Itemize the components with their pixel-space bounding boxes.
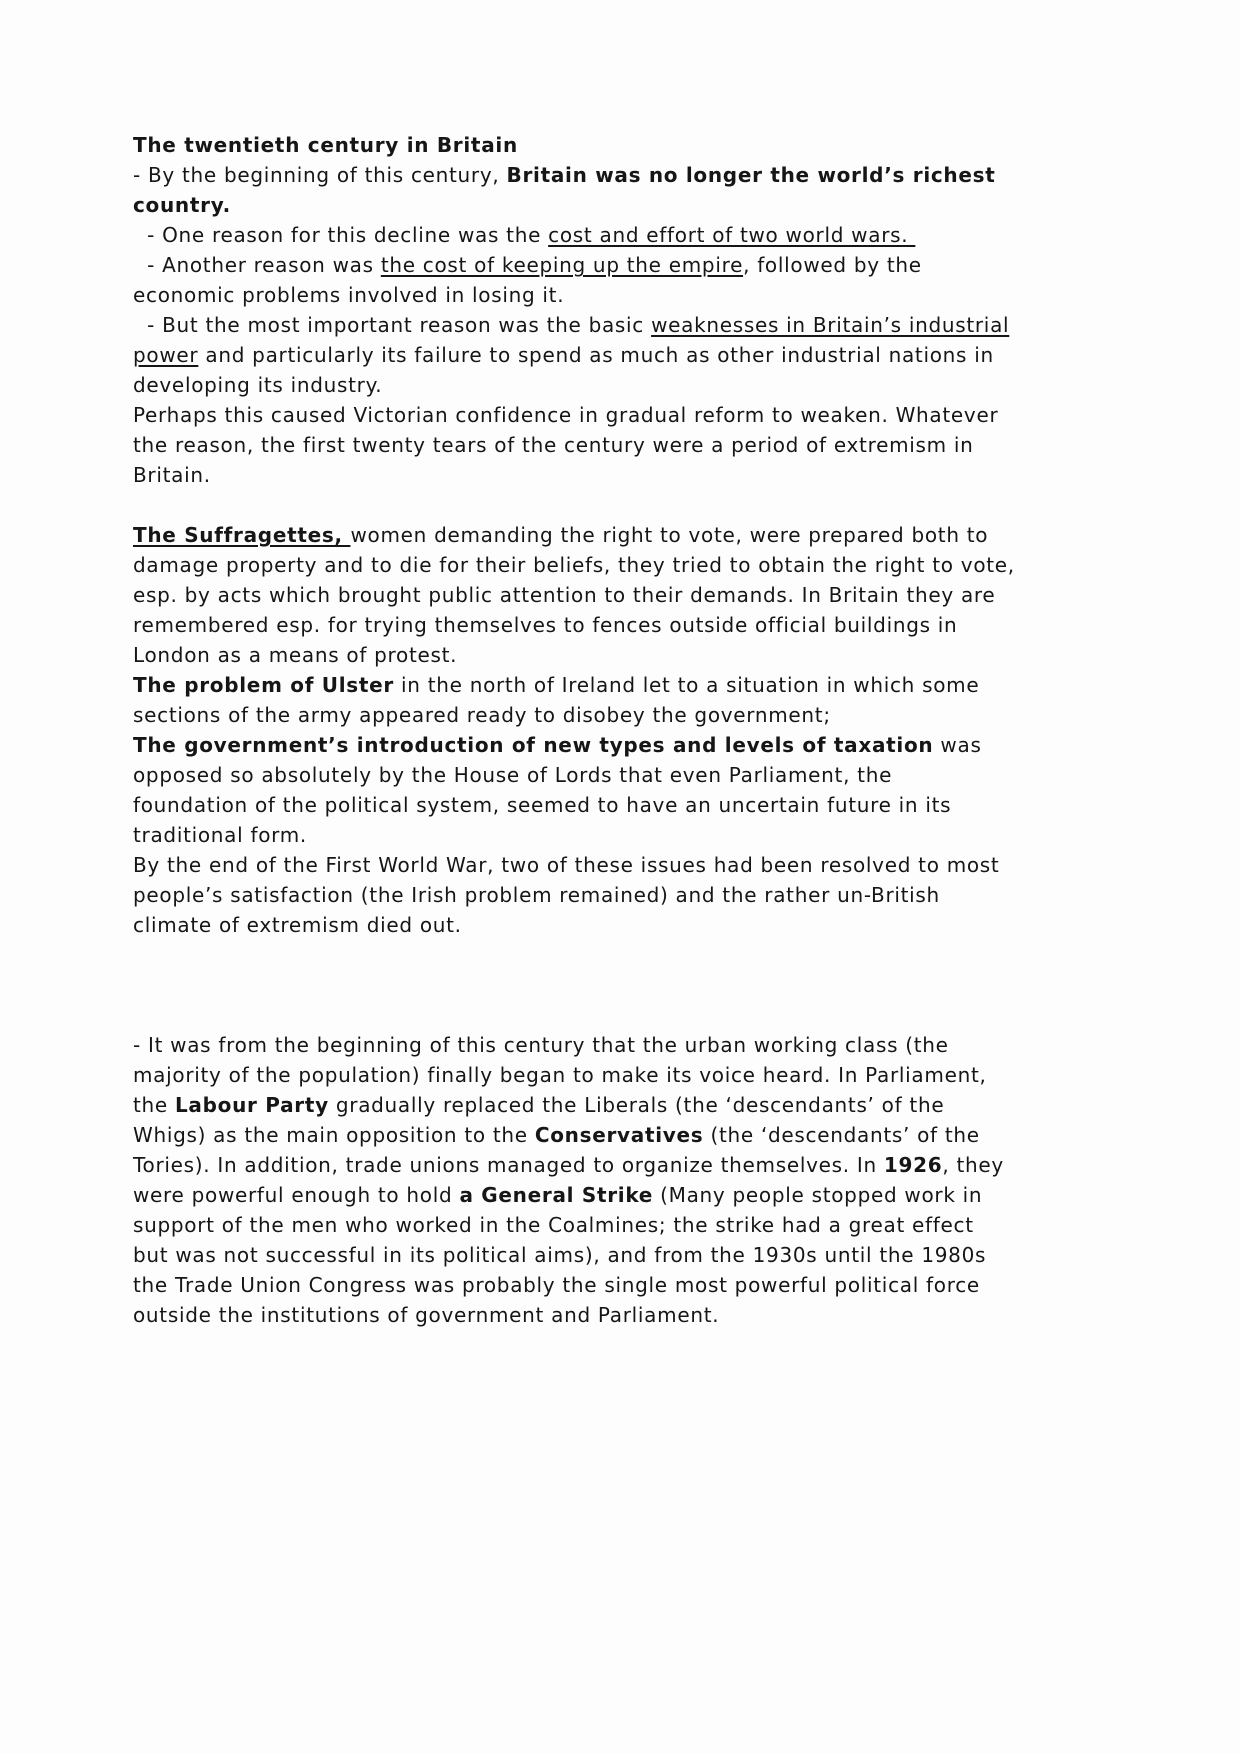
text-run: Tories). In addition, trade unions managed to organize themselves. In: [133, 1153, 884, 1177]
text-line: [133, 370, 1123, 400]
text-run: The Suffragettes,: [133, 523, 351, 547]
text-line: [133, 910, 1123, 940]
text-line: [133, 1210, 1123, 1240]
text-run: but was not successful in its political aims), and from the 1930s until the 1980s: [133, 1243, 987, 1267]
text-run: were powerful enough to hold: [133, 1183, 460, 1207]
text-run: sections of the army appeared ready to disobey the government;: [133, 703, 831, 727]
text-line: [133, 850, 1123, 880]
text-run: traditional form.: [133, 823, 307, 847]
text-run: was: [933, 733, 982, 757]
text-line: [133, 790, 1123, 820]
text-line: [133, 700, 1123, 730]
text-run: power: [133, 343, 199, 367]
text-run: - But the most important reason was the basic: [133, 313, 652, 337]
text-line: [133, 610, 1123, 640]
text-run: country.: [133, 193, 231, 217]
text-line: [133, 430, 1123, 460]
text-run: in the north of Ireland let to a situation in which some: [393, 673, 980, 697]
blank-line: [133, 970, 1123, 1000]
text-run: the cost of keeping up the empire: [380, 253, 744, 277]
text-run: weaknesses in Britain’s industrial: [651, 313, 1010, 337]
text-run: - By the beginning of this century,: [133, 163, 507, 187]
text-line: [133, 1060, 1123, 1090]
text-run: Conservatives: [534, 1123, 704, 1147]
text-run: majority of the population) finally began to make its voice heard. In Parliament,: [133, 1063, 987, 1087]
text-run: Perhaps this caused Victorian confidence in gradual reform to weaken. Whatever: [133, 403, 999, 427]
text-line: [133, 1090, 1123, 1120]
text-run: Britain.: [133, 463, 211, 487]
text-run: Britain was no longer the world’s richest: [506, 163, 996, 187]
text-line: [133, 580, 1123, 610]
text-run: gradually replaced the Liberals (the ‘descendants’ of the: [328, 1093, 945, 1117]
text-line: [133, 520, 1123, 550]
text-line: [133, 1120, 1123, 1150]
text-line: [133, 1180, 1123, 1210]
text-run: - It was from the beginning of this century that the urban working class (the: [133, 1033, 949, 1057]
text-run: 1926: [883, 1153, 943, 1177]
text-run: people’s satisfaction (the Irish problem remained) and the rather un-British: [133, 883, 940, 907]
text-run: the Trade Union Congress was probably the single most powerful political force: [133, 1273, 980, 1297]
text-run: The government’s introduction of new types and levels of taxation: [133, 733, 934, 757]
text-line: [133, 400, 1123, 430]
blank-line: [133, 490, 1123, 520]
text-run: - Another reason was: [133, 253, 381, 277]
text-run: cost and effort of two world wars.: [548, 223, 916, 247]
blank-line: [133, 940, 1123, 970]
text-line: [133, 550, 1123, 580]
text-line: [133, 130, 1123, 160]
text-line: [133, 280, 1123, 310]
text-line: [133, 1300, 1123, 1330]
blank-line: [133, 1000, 1123, 1030]
text-run: women demanding the right to vote, were prepared both to: [350, 523, 989, 547]
text-line: [133, 670, 1123, 700]
text-run: a General Strike: [459, 1183, 654, 1207]
text-line: [133, 1030, 1123, 1060]
text-line: [133, 1270, 1123, 1300]
text-run: , followed by the: [743, 253, 922, 277]
text-run: damage property and to die for their beliefs, they tried to obtain the right to vote,: [133, 553, 1015, 577]
text-run: opposed so absolutely by the House of Lords that even Parliament, the: [133, 763, 893, 787]
text-run: economic problems involved in losing it.: [133, 283, 565, 307]
text-run: Labour Party: [174, 1093, 329, 1117]
text-run: outside the institutions of government and Parliament.: [133, 1303, 720, 1327]
text-run: developing its industry.: [133, 373, 383, 397]
text-line: [133, 160, 1123, 190]
document-body: [133, 130, 1123, 1330]
text-line: [133, 250, 1123, 280]
text-run: , they: [942, 1153, 1004, 1177]
text-line: [133, 1240, 1123, 1270]
text-run: The problem of Ulster: [133, 673, 394, 697]
text-run: Whigs) as the main opposition to the: [133, 1123, 535, 1147]
text-run: - One reason for this decline was the: [133, 223, 549, 247]
text-run: remembered esp. for trying themselves to fences outside official buildings in: [133, 613, 958, 637]
text-run: The twentieth century in Britain: [133, 133, 518, 157]
text-line: [133, 640, 1123, 670]
text-run: and particularly its failure to spend as much as other industrial nations in: [198, 343, 994, 367]
text-line: [133, 190, 1123, 220]
text-run: (the ‘descendants’ of the: [703, 1123, 980, 1147]
text-run: the reason, the first twenty tears of the century were a period of extremism in: [133, 433, 974, 457]
text-line: [133, 730, 1123, 760]
text-run: support of the men who worked in the Coalmines; the strike had a great effect: [133, 1213, 974, 1237]
text-run: foundation of the political system, seemed to have an uncertain future in its: [133, 793, 952, 817]
text-line: [133, 1150, 1123, 1180]
text-run: esp. by acts which brought public attention to their demands. In Britain they are: [133, 583, 996, 607]
text-line: [133, 880, 1123, 910]
text-run: By the end of the First World War, two of these issues had been resolved to most: [133, 853, 1000, 877]
text-line: [133, 310, 1123, 340]
text-run: climate of extremism died out.: [133, 913, 462, 937]
text-line: [133, 220, 1123, 250]
text-run: the: [133, 1093, 175, 1117]
text-run: London as a means of protest.: [133, 643, 458, 667]
text-run: (Many people stopped work in: [653, 1183, 983, 1207]
text-line: [133, 340, 1123, 370]
text-line: [133, 460, 1123, 490]
text-line: [133, 760, 1123, 790]
text-line: [133, 820, 1123, 850]
